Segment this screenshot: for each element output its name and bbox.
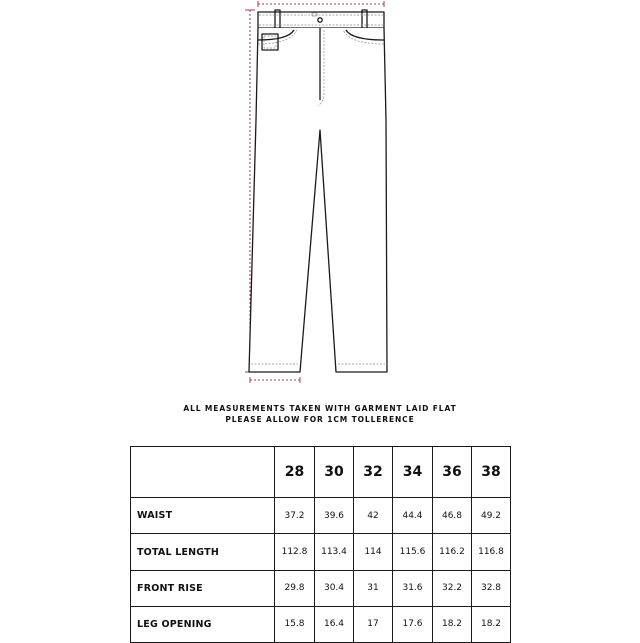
- measurement-cell: 116.2: [433, 534, 472, 570]
- measurement-cell: 16.4: [315, 606, 354, 642]
- measurement-cell: 49.2: [472, 498, 511, 534]
- waist-measure-line: [258, 1, 384, 7]
- measurement-cell: 42: [354, 498, 393, 534]
- note-line-1: ALL MEASUREMENTS TAKEN WITH GARMENT LAID FLAT: [183, 404, 457, 413]
- table-row: [131, 498, 511, 534]
- measurement-notes: [0, 404, 640, 425]
- measurement-cell: 44.4: [393, 498, 433, 534]
- note-line-2: PLEASE ALLOW FOR 1CM TOLLERENCE: [225, 414, 415, 424]
- measurement-cell: 116.8: [472, 534, 511, 570]
- measurement-cell: 115.6: [393, 534, 433, 570]
- row-label: WAIST: [131, 498, 275, 534]
- size-header: 28: [275, 447, 315, 498]
- row-label: FRONT RISE: [131, 570, 275, 606]
- measurement-cell: 112.8: [275, 534, 315, 570]
- measurement-cell: 15.8: [275, 606, 315, 642]
- size-header: 32: [354, 447, 393, 498]
- size-header: 38: [472, 447, 511, 498]
- size-header: 34: [393, 447, 433, 498]
- table-row: [131, 534, 511, 570]
- jeans-outline: [249, 10, 387, 372]
- measurement-cell: 18.2: [433, 606, 472, 642]
- measurement-cell: 18.2: [472, 606, 511, 642]
- row-label: TOTAL LENGTH: [131, 534, 275, 570]
- measurement-cell: 32.2: [433, 570, 472, 606]
- header-empty-cell: [131, 447, 275, 498]
- size-header: 36: [433, 447, 472, 498]
- row-label: LEG OPENING: [131, 606, 275, 642]
- measurement-cell: 46.8: [433, 498, 472, 534]
- measurement-cell: 114: [354, 534, 393, 570]
- measurement-cell: 37.2: [275, 498, 315, 534]
- measurement-cell: 30.4: [315, 570, 354, 606]
- measurement-cell: 39.6: [315, 498, 354, 534]
- measurement-cell: 17.6: [393, 606, 433, 642]
- size-header: 30: [315, 447, 354, 498]
- table-row: [131, 570, 511, 606]
- measurement-cell: 17: [354, 606, 393, 642]
- table-row: [131, 606, 511, 642]
- measurement-cell: 31.6: [393, 570, 433, 606]
- size-header-row: [131, 447, 511, 498]
- measurement-cell: 113.4: [315, 534, 354, 570]
- size-chart-table: [130, 446, 511, 643]
- measurement-cell: 29.8: [275, 570, 315, 606]
- measurement-cell: 32.8: [472, 570, 511, 606]
- leg-opening-measure-line: [250, 377, 300, 383]
- measurement-cell: 31: [354, 570, 393, 606]
